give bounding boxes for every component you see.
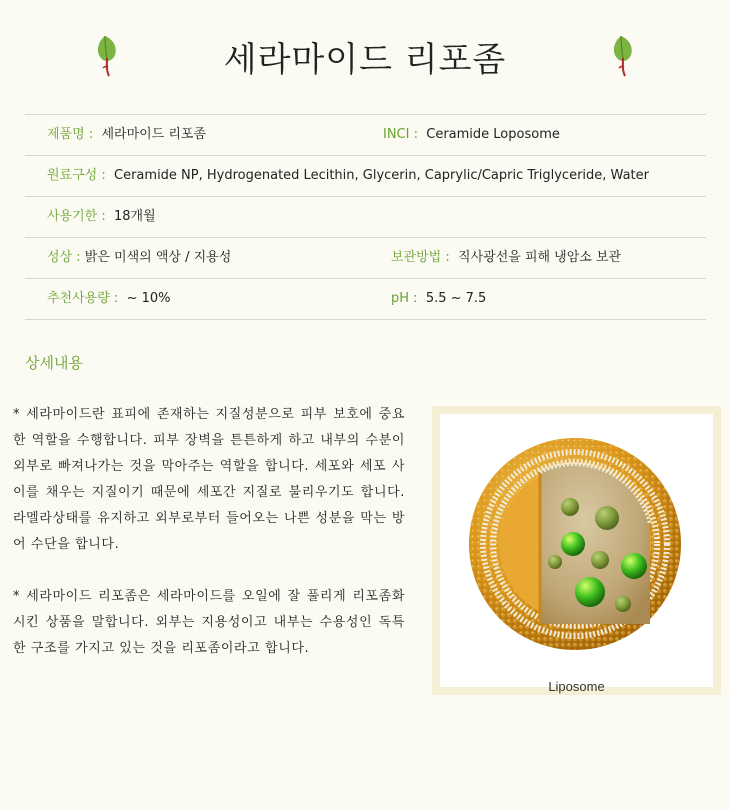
spec-label: 제품명 : (47, 127, 94, 142)
spec-value: 밝은 미색의 액상 / 지용성 (84, 250, 232, 265)
spec-label: pH : (391, 291, 418, 306)
spec-usage (47, 279, 171, 319)
liposome-image-panel (440, 414, 713, 694)
spec-label: 보관방법 : (391, 250, 450, 265)
spec-product-name (47, 115, 206, 155)
liposome-figure (432, 406, 721, 695)
details-paragraph: * 세라마이드란 표피에 존재하는 지질성분으로 피부 보호에 중요한 역할을 수행합니다. 피부 장벽을 튼튼하게 하고 내부의 수분이 외부로 빠져나가는 것을 막아주는 역할을 합니다. 세포와 세포 사이를 채우는 지질이기 때문에 세포간 지질로 불리우기도 합니다. 라멜라상태를 유지하고 외부로부터 들어오는 나쁜 성분을 막는 방어 수단을 합니다. (13, 407, 405, 552)
spec-shelf-life (47, 197, 156, 237)
figure-caption: Liposome (548, 679, 605, 694)
spec-appearance (47, 238, 231, 278)
spec-label: 사용기한 : (47, 209, 106, 224)
spec-value: ~ 10% (126, 291, 171, 306)
spec-row (25, 279, 706, 320)
spec-label: 원료구성 : (47, 168, 106, 183)
spec-row (25, 197, 706, 238)
spec-value: Ceramide Loposome (426, 127, 560, 142)
spec-storage (391, 238, 621, 278)
details-text (13, 402, 405, 688)
spec-row (25, 156, 706, 197)
spec-inci (383, 115, 560, 155)
spec-value: 18개월 (114, 209, 156, 224)
spec-value: 5.5 ~ 7.5 (425, 291, 487, 306)
page-title: 세라마이드 리포좀 (223, 40, 507, 80)
spec-value: Ceramide NP, Hydrogenated Lecithin, Glycerin, Caprylic/Capric Triglyceride, Water (114, 168, 649, 183)
spec-table (25, 114, 706, 320)
spec-value: 직사광선을 피해 냉암소 보관 (458, 250, 622, 265)
spec-label: 추천사용량 : (47, 291, 119, 306)
spec-ph (391, 279, 486, 319)
spec-row (25, 115, 706, 156)
spec-ingredients (47, 156, 649, 196)
spec-row (25, 238, 706, 279)
details-heading: 상세내용 (25, 354, 83, 372)
spec-label: 성상 : (47, 250, 81, 265)
spec-label: INCI : (383, 127, 418, 142)
leaf-icon (609, 30, 635, 78)
details-paragraph: * 세라마이드 리포좀은 세라마이드를 오일에 잘 풀리게 리포좀화 시킨 상품을 말합니다. 외부는 지용성이고 내부는 수용성인 독특한 구조를 가지고 있는 것을 리포좀이라고 합니다. (13, 589, 405, 656)
liposome-illustration (440, 414, 713, 687)
spec-value: 세라마이드 리포좀 (101, 127, 207, 142)
